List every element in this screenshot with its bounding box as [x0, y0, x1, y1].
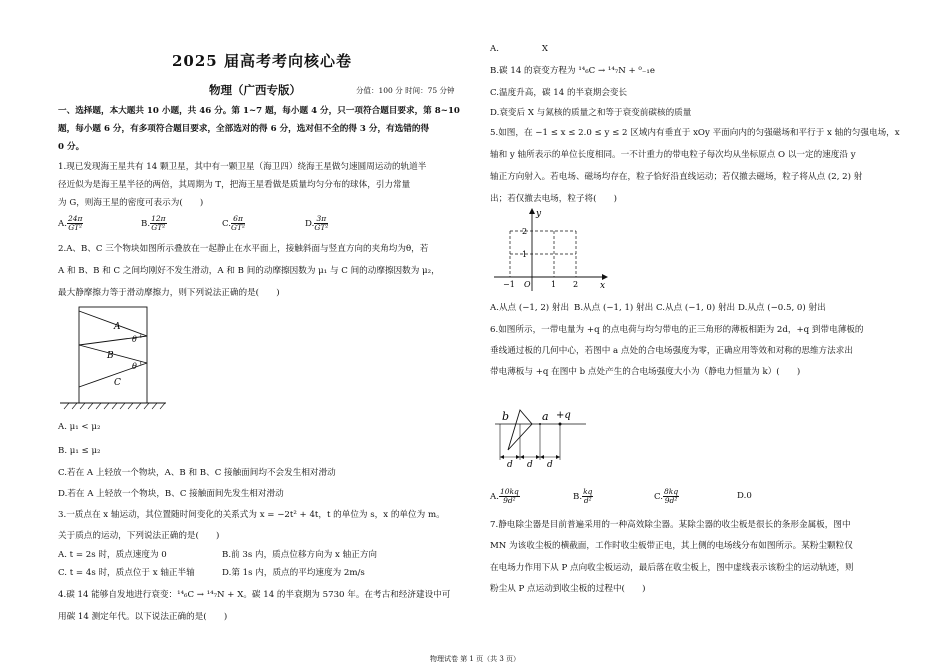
q2-blocks-figure: [58, 305, 168, 413]
option-label: A.: [58, 219, 67, 229]
numerator: 12π: [151, 214, 166, 223]
denominator: 9d²: [503, 496, 516, 505]
q5-option-d[interactable]: D.从点 (−0.5, 0) 射出: [738, 303, 826, 313]
q5-line3: 轴正方向射入。若电场、磁场均存在，粒子恰好沿直线运动；若仅撤去磁场，粒子将从点 (2, 2) 射: [490, 172, 863, 182]
block-c-label: C: [114, 378, 121, 388]
point-b-label: b: [502, 410, 510, 423]
q2-option-d[interactable]: D.若在 A 上轻放一个物块，B、C 接触面间先发生相对滑动: [58, 489, 284, 499]
q1-line2: 径近似为是海王星半径的两倍，其周期为 T，把海王星看做是质量均匀分布的球体，引力常量: [58, 180, 411, 190]
y-axis-label: y: [536, 209, 542, 219]
point-a-label: a: [542, 410, 549, 423]
q7-line1: 7.静电除尘器是目前普遍采用的一种高效除尘器。某除尘器的收尘板是很长的条形金属板，图中: [490, 520, 851, 530]
q2-line3: 最大静摩擦力等于滑动摩擦力，则下列说法正确的是( ): [58, 288, 280, 298]
exam-subject: 物理（广西专版）: [209, 83, 301, 97]
theta-label-bottom: θ: [132, 362, 137, 371]
denominator: 9d²: [664, 496, 678, 505]
tick-y2: 2: [522, 227, 528, 236]
q4-option-c[interactable]: C.温度升高，碳 14 的半衰期会变长: [490, 88, 628, 98]
block-a-label: A: [114, 322, 121, 332]
q1-option-a[interactable]: [58, 215, 83, 232]
section-heading-line3: 0 分。: [58, 142, 85, 152]
q4-option-b[interactable]: B.碳 14 的衰变方程为 ¹⁴₆C → ¹⁴₇N + ⁰₋₁e: [490, 66, 655, 76]
tick-xm1: −1: [503, 280, 515, 289]
q5-option-c[interactable]: C.从点 (−1, 0) 射出: [656, 303, 736, 313]
q5-option-a[interactable]: A.从点 (−1, 2) 射出: [490, 303, 570, 313]
q1-line1: 1.现已发现海王星共有 14 颗卫星，其中有一颗卫星（海卫四）绕海王星做匀速圆周运动的轨道半: [58, 162, 427, 172]
q6-option-a[interactable]: [490, 488, 520, 505]
q5-option-b[interactable]: B.从点 (−1, 1) 射出: [574, 303, 654, 313]
q3-line2: 关于质点的运动，下列说法正确的是( ): [58, 531, 220, 541]
q3-option-b[interactable]: B.前 3s 内，质点位移方向为 x 轴正方向: [222, 550, 378, 560]
q6-line1: 6.如图所示，一带电量为 +q 的点电荷与均匀带电的正三角形的薄板相距为 2d，+q 到带电薄板的: [490, 325, 864, 335]
q5-line2: 轴和 y 轴所表示的单位长度相同。一不计重力的带电粒子每次均从坐标原点 O 以一定的速度沿 y: [490, 150, 856, 160]
denominator: GT²: [151, 223, 166, 232]
section-heading-line2: 题，每小题 6 分，有多项符合题目要求，全部选对的得 6 分，选对但不全的得 3 分，有选错的得: [58, 124, 430, 134]
q2-line1: 2.A、B、C 三个物块如图所示叠放在一起静止在水平面上，接触斜面与竖直方向的夹角均为θ，若: [58, 244, 429, 254]
q3-option-a[interactable]: A. t = 2s 时，质点速度为 0: [58, 550, 167, 560]
q6-option-b[interactable]: [573, 488, 593, 505]
q4-option-a[interactable]: A. X: [490, 44, 549, 54]
numerator: 10kq: [499, 487, 519, 496]
q5-line1: 5.如图，在 −1 ≤ x ≤ 2.0 ≤ y ≤ 2 区域内有垂直于 xOy 平面向内的匀强磁场和平行于 x 轴的匀强电场，x: [490, 128, 900, 138]
q7-line4: 粉尘从 P 点运动到收尘板的过程中( ): [490, 584, 646, 594]
numerator: 8kq: [664, 487, 679, 496]
q6-plate-figure: [490, 400, 590, 472]
q2-option-b[interactable]: B. μ₁ ≤ μ₂: [58, 446, 101, 456]
tick-y1: 1: [522, 250, 528, 259]
denominator: d²: [583, 496, 592, 505]
denominator: GT²: [314, 223, 329, 232]
q6-line3: 带电薄板与 +q 在图中 b 点处产生的合电场强度大小为（静电力恒量为 k）( ): [490, 367, 801, 377]
d-label-2: d: [527, 460, 533, 470]
d-label-1: d: [507, 460, 513, 470]
q5-line4: 出；若仅撤去电场，粒子将( ): [490, 194, 618, 204]
q3-option-c[interactable]: C. t = 4s 时，质点位于 x 轴正半轴: [58, 568, 195, 578]
q6-option-d[interactable]: D.0: [737, 491, 752, 501]
numerator: 6π: [231, 215, 245, 224]
option-label: C.: [222, 219, 232, 229]
q3-option-d[interactable]: D.第 1s 内，质点的平均速度为 2m/s: [222, 568, 365, 578]
numerator: kq: [583, 487, 593, 496]
option-label: C.: [654, 492, 664, 502]
q1-line3: 为 G，则海王星的密度可表示为( ): [58, 198, 204, 208]
charge-label: +q: [556, 410, 571, 421]
option-label: B.: [573, 492, 583, 502]
option-label: A.: [490, 492, 499, 502]
q2-option-c[interactable]: C.若在 A 上轻放一个物块，A、B 和 B、C 接触面间均不会发生相对滑动: [58, 468, 336, 478]
q5-field-figure: [488, 207, 610, 293]
q1-option-d[interactable]: [305, 215, 328, 232]
q6-option-c[interactable]: [654, 488, 679, 505]
q1-option-b[interactable]: [141, 215, 167, 232]
q4-line1: 4.碳 14 能够自发地进行衰变：¹⁴₆C → ¹⁴₇N + X。碳 14 的半衰期为 5730 年。在考古和经济建设中可: [58, 590, 451, 600]
tick-x1: 1: [551, 280, 557, 289]
numerator: 24π: [67, 214, 83, 223]
page-footer: 物理试卷 第 1 页（共 3 页）: [429, 655, 521, 663]
tick-x2: 2: [573, 280, 579, 289]
block-b-label: B: [107, 351, 114, 361]
q4-option-d[interactable]: D.衰变后 X 与氮核的质量之和等于衰变前碳核的质量: [490, 108, 692, 118]
origin-label: O: [524, 280, 531, 289]
q2-line2: A 和 B、B 和 C 之间均刚好不发生滑动，A 和 B 间的动摩擦因数为 μ₁ 与 C 间的动摩擦因数为 μ₂，: [58, 266, 440, 276]
theta-label-top: θ: [132, 335, 137, 344]
q6-line2: 垂线通过板的几何中心，若图中 a 点处的合电场强度为零，正确应用等效和对称的思维方法求出: [490, 346, 853, 356]
x-axis-label: x: [600, 281, 606, 291]
q2-option-a[interactable]: A. μ₁ < μ₂: [58, 422, 101, 432]
q4-line2: 用碳 14 测定年代。以下说法正确的是( ): [58, 612, 228, 622]
exam-title: 2025 届高考考向核心卷: [172, 52, 352, 70]
option-label: D.: [305, 219, 315, 229]
numerator: 3π: [314, 215, 328, 224]
option-label: B.: [141, 219, 151, 229]
d-label-3: d: [547, 460, 553, 470]
q1-option-c[interactable]: [222, 215, 245, 232]
denominator: GT²: [68, 223, 83, 232]
q3-line1: 3.一质点在 x 轴运动，其位置随时间变化的关系式为 x = −2t² + 4t，t 的单位为 s，x 的单位为 m。: [58, 510, 445, 520]
section-heading-line1: 一、选择题，本大题共 10 小题，共 46 分。第 1~7 题，每小题 4 分，只一项符合题目要求，第 8~10: [58, 106, 460, 116]
exam-meta: 分值：100 分 时间：75 分钟: [356, 86, 455, 95]
q7-line3: 在电场力作用下从 P 点向收尘板运动，最后落在收尘板上，图中虚线表示该粉尘的运动轨迹，则: [490, 563, 854, 573]
denominator: GT²: [231, 223, 246, 232]
q7-line2: MN 为该收尘板的横截面，工作时收尘板带正电，其上侧的电场线分布如图所示。某粉尘颗粒仅: [490, 541, 853, 551]
